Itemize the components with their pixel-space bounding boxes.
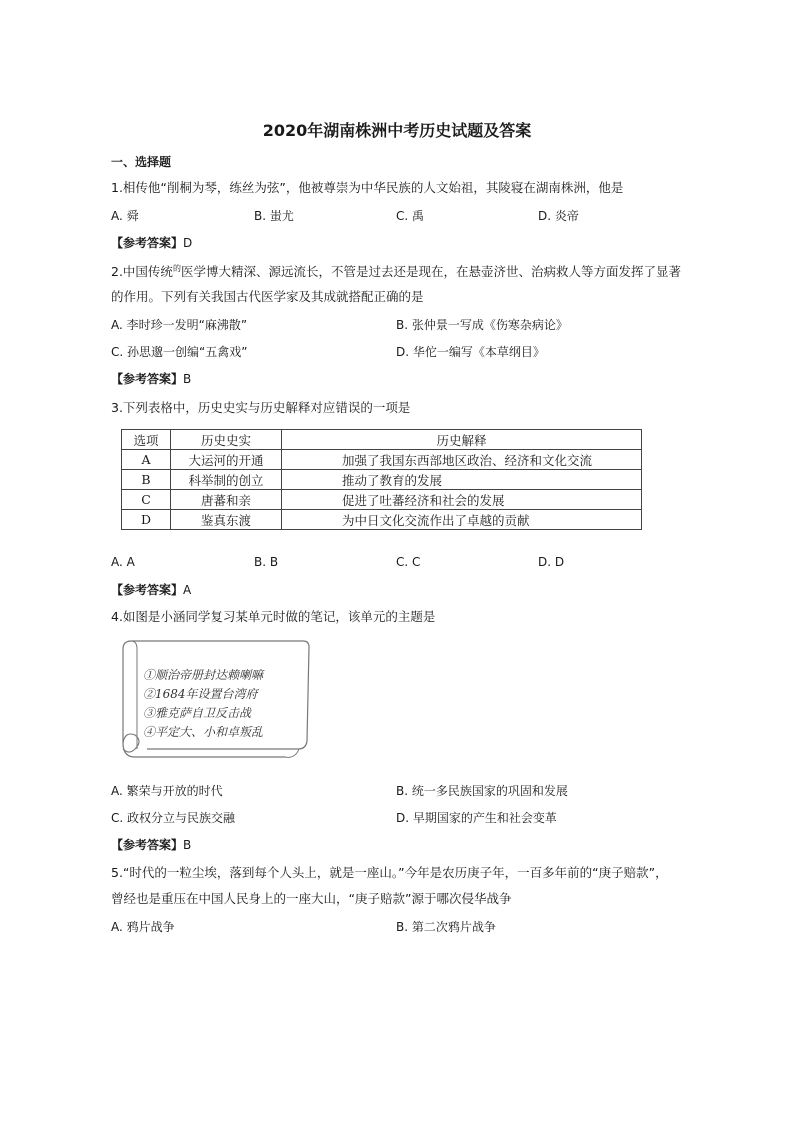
- table-cell: 科举制的创立: [171, 470, 282, 490]
- table-row: [122, 470, 642, 490]
- table-cell: 大运河的开通: [171, 450, 282, 470]
- table-header: 选项: [122, 430, 171, 450]
- q2-answer: 【参考答案】B: [111, 372, 192, 386]
- q4-option-a: A. 繁荣与开放的时代: [111, 784, 223, 798]
- note-line: ④平定大、小和卓叛乱: [143, 725, 264, 739]
- q1-option-a: A. 舜: [111, 209, 139, 223]
- q2-stem-line2: 的作用。下列有关我国古代医学家及其成就搭配正确的是: [111, 289, 424, 304]
- table-header: 历史史实: [171, 430, 282, 450]
- q2-option-c: C. 孙思邈一创编“五禽戏”: [111, 345, 248, 359]
- table-cell: B: [122, 470, 171, 490]
- q3-option-b: B. B: [254, 555, 279, 569]
- table-cell: C: [122, 490, 171, 510]
- table-cell: 推动了教育的发展: [282, 470, 642, 490]
- note-line: ②1684年设置台湾府: [143, 687, 258, 701]
- q2-stem-line1: 2.中国传统$^的$医学博大精深、源远流长，不管是过去还是现在，在悬壶济世、治病救人等方面发挥了显著: [111, 263, 681, 279]
- q5-stem-line1: 5.“时代的一粒尘埃，落到每个人头上，就是一座山。”今年是农历庚子年，一百多年前的“庚子赔款”，: [111, 865, 668, 880]
- table-row: [122, 510, 642, 530]
- q3-option-d: D. D: [538, 555, 565, 569]
- q3-option-c: C. C: [396, 555, 421, 569]
- q1-stem: 1.相传他“削桐为琴，练丝为弦”，他被尊崇为中华民族的人文始祖，其陵寝在湖南株洲，他是: [111, 180, 624, 195]
- q5-option-a: A. 鸦片战争: [111, 920, 175, 934]
- table-cell: 鉴真东渡: [171, 510, 282, 530]
- table-cell: 加强了我国东西部地区政治、经济和文化交流: [282, 450, 642, 470]
- table-header-row: [122, 430, 642, 450]
- table-cell: D: [122, 510, 171, 530]
- q2-option-b: B. 张仲景一写成《伤寒杂病论》: [396, 318, 568, 332]
- q1-option-d: D. 炎帝: [538, 209, 579, 223]
- q5-stem-line2: 曾经也是重压在中国人民身上的一座大山，“庚子赔款”源于哪次侵华战争: [111, 891, 512, 906]
- table-row: [122, 450, 642, 470]
- note-line: ③雅克萨自卫反击战: [143, 706, 252, 720]
- q4-option-d: D. 早期国家的产生和社会变革: [396, 811, 557, 825]
- q3-answer: 【参考答案】A: [111, 583, 192, 597]
- table-cell: 促进了吐蕃经济和社会的发展: [282, 490, 642, 510]
- q1-option-c: C. 禹: [396, 209, 425, 223]
- table-cell: 为中日文化交流作出了卓越的贡献: [282, 510, 642, 530]
- q2-option-a: A. 李时珍一发明“麻沸散”: [111, 318, 248, 332]
- q4-option-c: C. 政权分立与民族交融: [111, 811, 236, 825]
- q3-option-a: A. A: [111, 555, 135, 569]
- q5-option-b: B. 第二次鸦片战争: [396, 920, 496, 934]
- q4-stem: 4.如图是小涵同学复习某单元时做的笔记，该单元的主题是: [111, 609, 436, 624]
- section-heading: 一、选择题: [111, 155, 172, 169]
- q4-option-b: B. 统一多民族国家的巩固和发展: [396, 784, 568, 798]
- table-cell: A: [122, 450, 171, 470]
- q1-answer: 【参考答案】D: [111, 236, 193, 250]
- page-title: 2020年湖南株洲中考历史试题及答案: [262, 121, 532, 140]
- q2-option-d: D. 华佗一编写《本草纲目》: [396, 345, 545, 359]
- table-cell: 唐蕃和亲: [171, 490, 282, 510]
- q3-stem: 3.下列表格中，历史史实与历史解释对应错误的一项是: [111, 400, 411, 415]
- table-row: [122, 490, 642, 510]
- q1-option-b: B. 蚩尤: [254, 209, 294, 223]
- table-header: 历史解释: [282, 430, 642, 450]
- history-table: [121, 429, 642, 530]
- note-line: ①顺治帝册封达赖喇嘛: [143, 668, 264, 682]
- q4-answer: 【参考答案】B: [111, 838, 192, 852]
